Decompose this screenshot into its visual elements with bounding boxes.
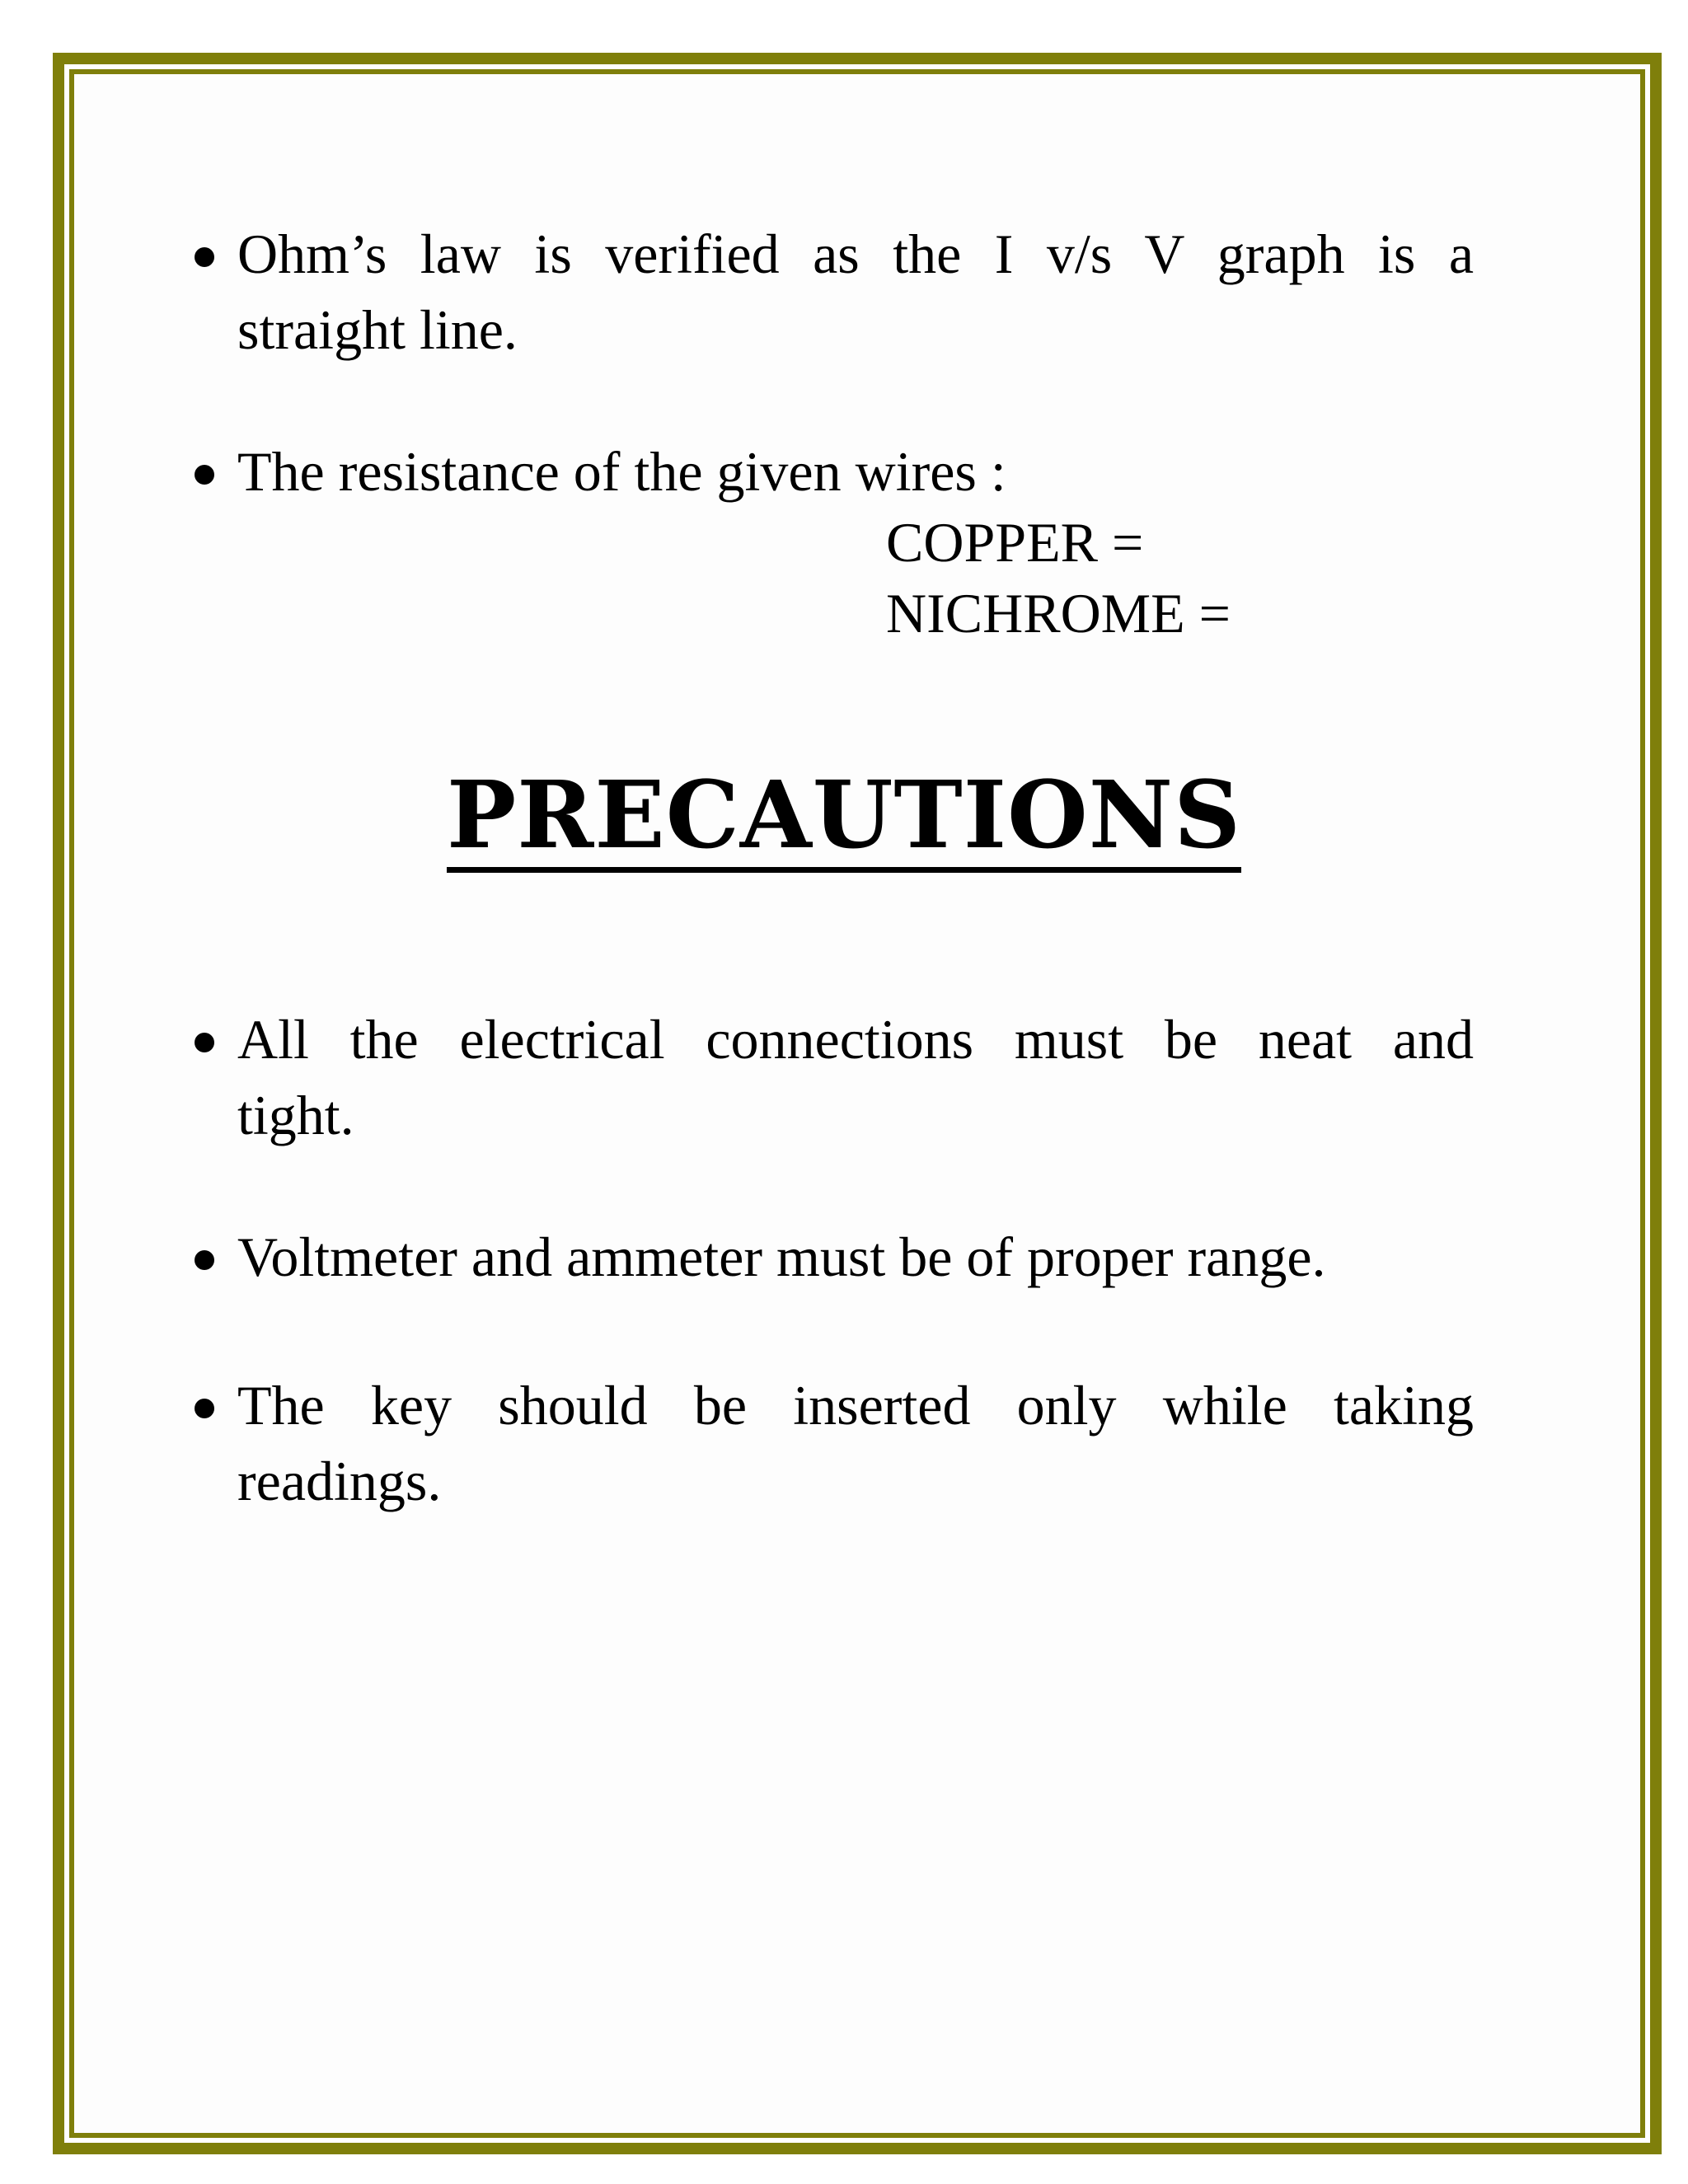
copper-resistance-label: COPPER =: [886, 511, 1144, 574]
precaution-item-line: readings.: [237, 1450, 442, 1512]
precautions-heading: [0, 762, 1688, 873]
result-item-line: straight line.: [237, 298, 518, 361]
precaution-item-line: Voltmeter and ammeter must be of proper range.: [237, 1226, 1326, 1288]
result-item-resistance: [190, 434, 1474, 509]
result-item-line: The resistance of the given wires :: [237, 440, 1006, 503]
result-item-ohms-law: [190, 216, 1474, 368]
result-item-line: Ohm’s law is verified as the I v/s V graph is a: [237, 223, 1474, 285]
precaution-item-line: All the electrical connections must be neat and: [237, 1008, 1474, 1071]
bullet-icon: [195, 1033, 214, 1052]
bullet-icon: [195, 247, 214, 267]
precaution-item-range: [190, 1219, 1474, 1295]
precautions-heading-text: PRECAUTIONS: [447, 766, 1241, 873]
precaution-item-key: [190, 1367, 1474, 1519]
bullet-icon: [195, 465, 214, 485]
precaution-item-line: The key should be inserted only while taking: [237, 1374, 1474, 1436]
precaution-item-connections: [190, 1001, 1474, 1153]
bullet-icon: [195, 1250, 214, 1270]
bullet-icon: [195, 1399, 214, 1418]
precaution-item-line: tight.: [237, 1084, 354, 1146]
nichrome-resistance-label: NICHROME =: [886, 582, 1231, 644]
